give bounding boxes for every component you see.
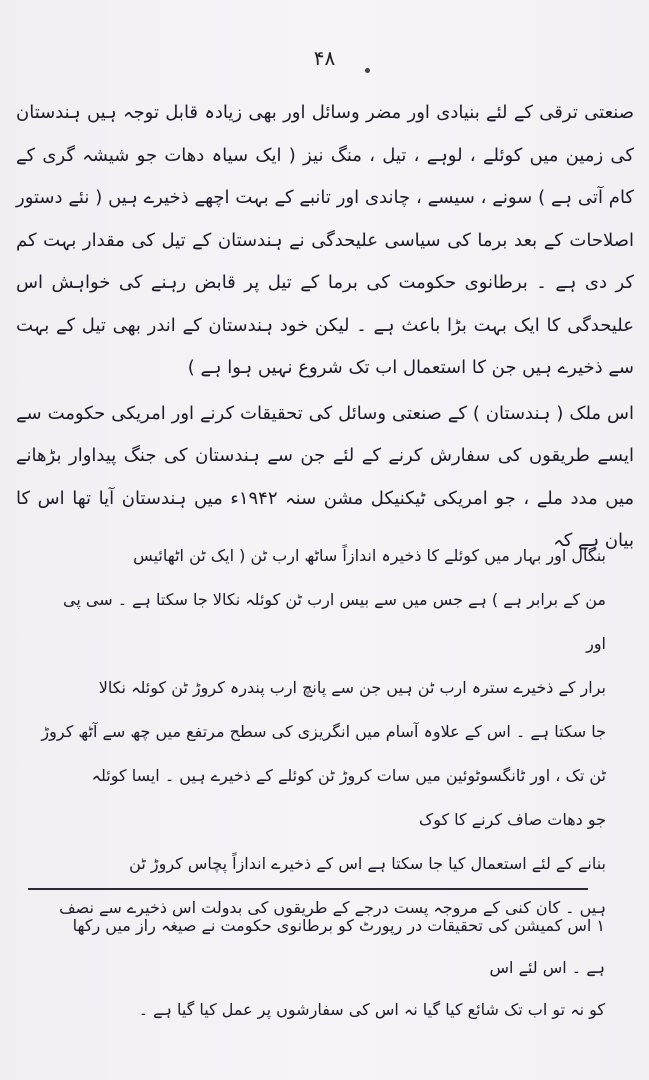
quote-line: جا سکتا ہے ۔ اس کے علاوہ آسام میں انگریزی کی سطح مرتفع میں چھ سے آٹھ کروڑ (41, 722, 606, 741)
ink-dot (365, 68, 370, 73)
quote-line: برار کے ذخیرے سترہ ارب ٹن ہیں جن سے پانچ ارب پندرہ کروڑ ٹن کوئلہ نکالا (98, 678, 606, 697)
footnote-line: ۱ اس کمیشن کی تحقیقات در رپورٹ کو برطانوی حکومت نے صیغہ راز میں رکھا ہے ۔ اس لئے اس (72, 916, 605, 977)
paragraph-2: اس ملک ( ہندستان ) کے صنعتی وسائل کی تحقیقات کرنے اور امریکی حکومت سے ایسے طریقوں کی سفارش کرنے کے لئے جن سے ہندستان کی جنگ پیداوار بڑھانے میں مدد ملے ، جو امریکی ٹیکنیکل مشن سنہ ۱۹۴۲ء میں ہندستان آیا تھا اس کا بیان ہے کہ (16, 402, 634, 551)
footnote-line: کو نہ تو اب تک شائع کیا گیا نہ اس کی سفارشوں پر عمل کیا گیا ہے ۔ (138, 1000, 605, 1019)
quote-line: ہیں ۔ کان کنی کے مروجہ پست درجے کے طریقوں کی بدولت اس ذخیرے سے نصف (59, 898, 606, 917)
footnote-divider (28, 888, 588, 890)
paragraph-1: صنعتی ترقی کے لئے بنیادی اور مضر وسائل اور بھی زیادہ قابل توجہ ہیں ہندستان کی زمین میں کوئلے ، لوہے ، تیل ، منگ نیز ( ایک سیاہ دھات جو شیشہ گری کے کام آتی ہے ) سونے ، سیسے ، چاندی اور تانبے کے بہت اچھے ذخیرے ہیں ( نئے دستور اصلاحات کے بعد برما کی سیاسی علیحدگی نے ہندستان کے تیل کی مقدار بہت کم کر دی ہے ۔ برطانوی حکومت کی برما کے تیل پر قابض رہنے کی خواہش اس علیحدگی کا ایک بہت بڑا باعث ہے ۔ لیکن خود ہندستان کے اندر بھی تیل کے بہت سے ذخیرے ہیں جن کا استعمال اب تک شروع نہیں ہوا ہے ) (16, 102, 634, 378)
quote-line: من کے برابر ہے ) ہے جس میں سے بیس ارب ٹن کوئلہ نکالا جا سکتا ہے ۔ سی پی اور (63, 590, 606, 653)
page-number: ۴۸ (313, 46, 336, 70)
footnote (60, 905, 605, 1031)
quoted-passage (40, 534, 606, 930)
quote-line: بنگال اور بہار میں کوئلے کا ذخیرہ اندازاً ساٹھ ارب ٹن ( ایک ٹن اٹھائیس (133, 546, 606, 565)
quote-line: بنانے کے لئے استعمال کیا جا سکتا ہے اس کے ذخیرے اندازاً پچاس کروڑ ٹن (129, 854, 606, 873)
quote-line: جو دھات صاف کرنے کا کوک (418, 810, 606, 829)
body-text (16, 92, 634, 563)
quote-line: ٹن تک ، اور ٹانگسوٹوئین میں سات کروڑ ٹن کوئلے کے ذخیرے ہیں ۔ ایسا کوئلہ (91, 766, 606, 785)
